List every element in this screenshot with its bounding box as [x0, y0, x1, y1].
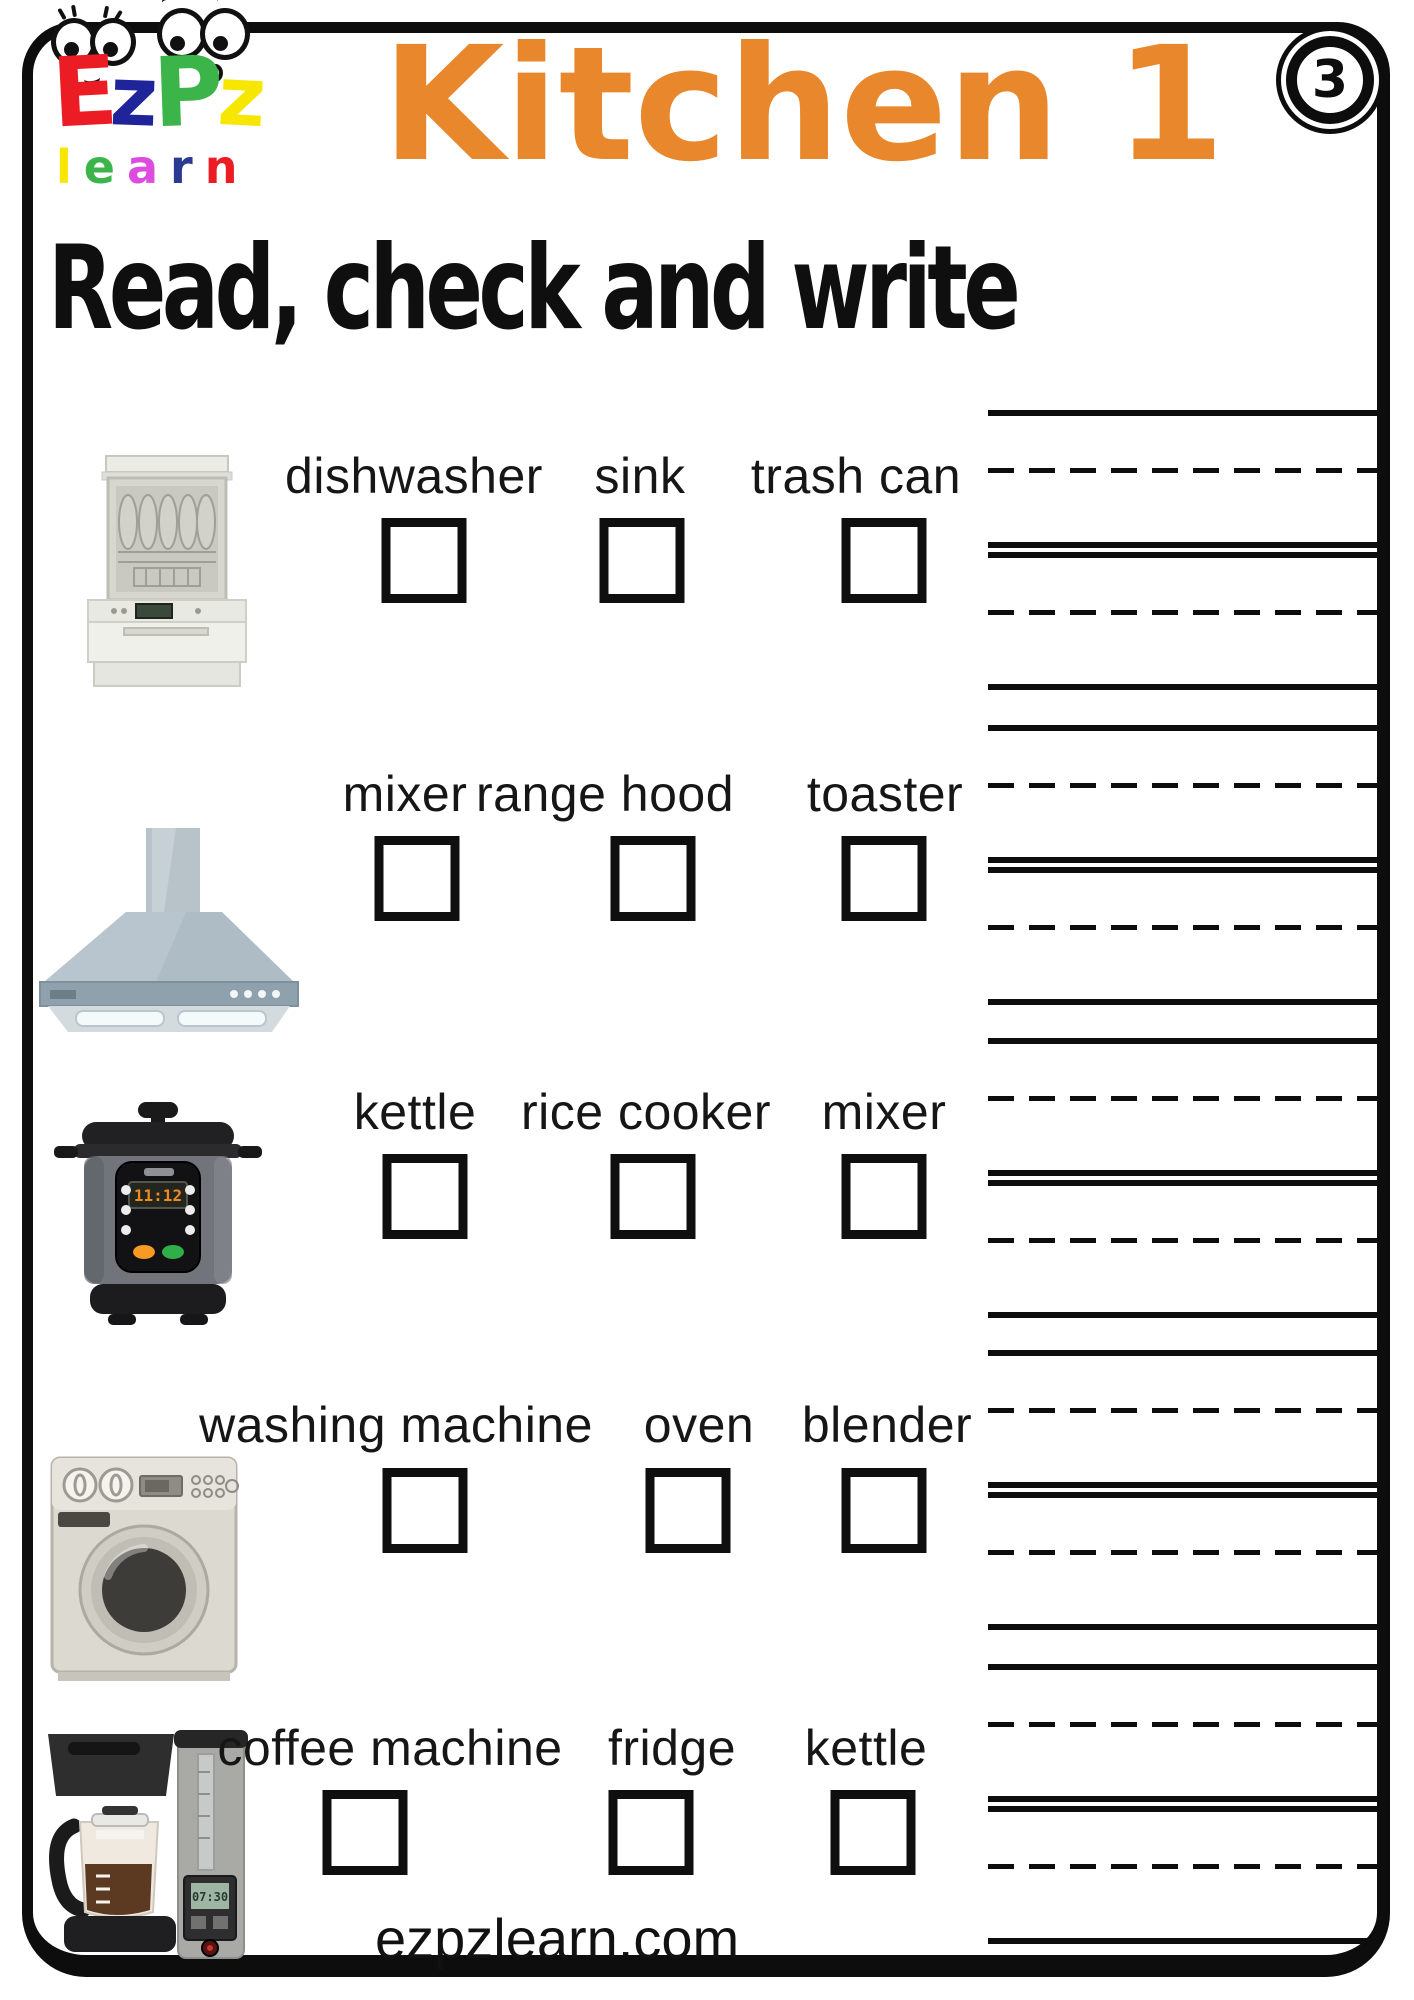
coffee-machine-display: 07:30: [191, 1890, 229, 1904]
page-number: 3: [1286, 36, 1374, 124]
answer-checkbox[interactable]: [831, 1790, 916, 1875]
answer-checkbox[interactable]: [383, 1468, 468, 1553]
logo-letter: n: [204, 140, 250, 194]
logo-letter: z: [107, 49, 159, 146]
rice-cooker-display: 11:12: [133, 1186, 183, 1205]
logo-letter: z: [215, 48, 268, 147]
logo-letter: r: [170, 140, 205, 194]
option-word: rice cooker: [520, 1084, 772, 1140]
washing-machine-image: [44, 1438, 244, 1688]
answer-checkbox[interactable]: [323, 1790, 408, 1875]
logo-letter: P: [151, 34, 226, 150]
logo-letter: a: [126, 140, 171, 194]
answer-checkbox[interactable]: [383, 1154, 468, 1239]
instruction-heading: Read, check and write: [48, 221, 1017, 356]
website-footer: ezpzlearn.com: [375, 1907, 740, 1970]
logo-learn-text: [56, 140, 250, 194]
logo-letter: E: [49, 34, 121, 150]
option-word: washing machine: [199, 1397, 593, 1453]
answer-checkbox[interactable]: [600, 518, 685, 603]
answer-checkbox[interactable]: [842, 1468, 927, 1553]
option-word: kettle: [804, 1720, 928, 1776]
ezpz-learn-logo: [48, 16, 348, 194]
page-number-badge: [1276, 26, 1384, 134]
logo-ezpz-text: [49, 34, 268, 150]
option-word: dishwasher: [285, 448, 543, 504]
option-word: kettle: [353, 1084, 477, 1140]
answer-checkbox[interactable]: [646, 1468, 731, 1553]
option-word: sink: [594, 448, 686, 504]
range-hood-image: [34, 824, 304, 1036]
rice-cooker-image: [52, 1098, 264, 1338]
answer-checkbox[interactable]: [375, 836, 460, 921]
option-word: oven: [643, 1397, 755, 1453]
logo-letter: e: [83, 140, 127, 194]
answer-checkbox[interactable]: [842, 1154, 927, 1239]
option-word: blender: [801, 1397, 973, 1453]
answer-checkbox[interactable]: [842, 836, 927, 921]
page-title: Kitchen 1: [382, 13, 1225, 197]
answer-checkbox[interactable]: [382, 518, 467, 603]
option-word: toaster: [806, 766, 964, 822]
dishwasher-image: [48, 450, 286, 692]
option-word: fridge: [607, 1720, 737, 1776]
answer-checkbox[interactable]: [842, 518, 927, 603]
option-word: mixer: [342, 766, 468, 822]
option-word: trash can: [750, 448, 962, 504]
answer-checkbox[interactable]: [609, 1790, 694, 1875]
option-word: mixer: [821, 1084, 947, 1140]
answer-checkbox[interactable]: [611, 836, 696, 921]
logo-letter: l: [56, 140, 84, 194]
option-word: coffee machine: [217, 1720, 563, 1776]
option-word: range hood: [475, 766, 735, 822]
answer-checkbox[interactable]: [611, 1154, 696, 1239]
